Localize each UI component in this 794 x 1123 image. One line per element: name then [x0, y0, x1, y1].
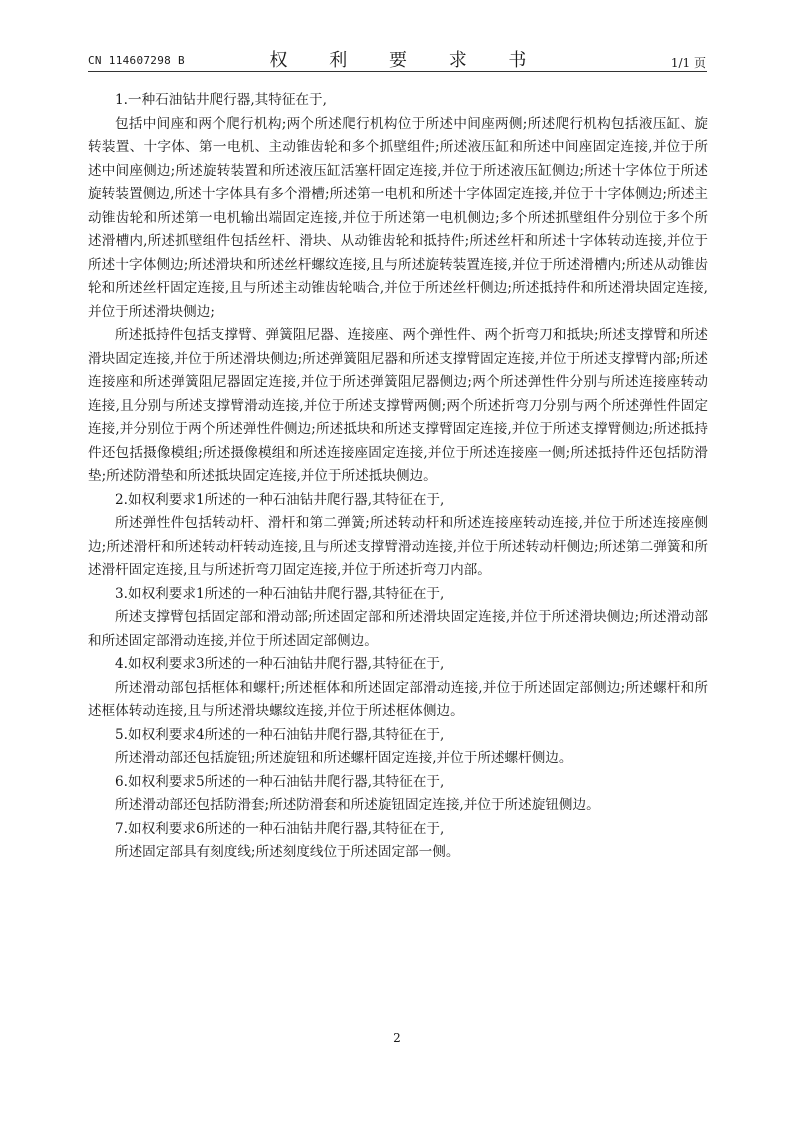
- claim-paragraph: 所述弹性件包括转动杆、滑杆和第二弹簧;所述转动杆和所述连接座转动连接,并位于所述连接座侧边;所述滑杆和所述转动杆转动连接,且与所述支撑臂滑动连接,并位于所述转动杆侧边;所述第二弹簧和所述滑杆固定连接,且与所述折弯刀固定连接,并位于所述折弯刀内部。: [88, 515, 708, 578]
- claim-heading: 3.如权利要求1所述的一种石油钻井爬行器,其特征在于,: [115, 585, 445, 602]
- patent-number: CN 114607298 B: [88, 54, 185, 67]
- claim-paragraph: 所述抵持件包括支撑臂、弹簧阻尼器、连接座、两个弹性件、两个折弯刀和抵块;所述支撑臂和所述滑块固定连接,并位于所述滑块侧边;所述弹簧阻尼器和所述支撑臂固定连接,并位于所述支撑臂内部;所述连接座和所述弹簧阻尼器固定连接,并位于所述弹簧阻尼器侧边;两个所述弹性件分别与所述连接座转动连接,且分别与所述支撑臂滑动连接,并位于所述支撑臂两侧;两个所述折弯刀分别与两个所述弹性件固定连接,并分别位于两个所述弹性件侧边;所述抵块和所述支撑臂固定连接,并位于所述支撑臂侧边;所述抵持件还包括摄像模组;所述摄像模组和所述连接座固定连接,并位于所述连接座一侧;所述抵持件还包括防滑垫;所述防滑垫和所述抵块固定连接,并位于所述抵块侧边。: [88, 327, 708, 484]
- claim-heading: 7.如权利要求6所述的一种石油钻井爬行器,其特征在于,: [115, 820, 445, 837]
- claim-paragraph: 所述滑动部还包括旋钮;所述旋钮和所述螺杆固定连接,并位于所述螺杆侧边。: [115, 750, 573, 766]
- claim-paragraph: 所述固定部具有刻度线;所述刻度线位于所述固定部一侧。: [115, 844, 460, 860]
- claim-heading: 1.一种石油钻井爬行器,其特征在于,: [115, 92, 327, 108]
- claim-heading: 4.如权利要求3所述的一种石油钻井爬行器,其特征在于,: [115, 656, 445, 672]
- claims-body: [88, 89, 708, 865]
- claim-heading: 5.如权利要求4所述的一种石油钻井爬行器,其特征在于,: [115, 726, 445, 743]
- claim-heading: 6.如权利要求5所述的一种石油钻井爬行器,其特征在于,: [115, 773, 445, 790]
- page-title: 权 利 要 求 书: [269, 50, 545, 71]
- claim-paragraph: 包括中间座和两个爬行机构;两个所述爬行机构位于所述中间座两侧;所述爬行机构包括液压缸、旋转装置、十字体、第一电机、主动锥齿轮和多个抓壁组件;所述液压缸和所述中间座固定连接,并位于所述中间座侧边;所述旋转装置和所述液压缸活塞杆固定连接,并位于所述液压缸侧边;所述十字体位于所述旋转装置侧边,所述十字体具有多个滑槽;所述第一电机和所述十字体固定连接,并位于十字体侧边;所述主动锥齿轮和所述第一电机输出端固定连接,并位于所述第一电机侧边;多个所述抓壁组件分别位于多个所述滑槽内,所述抓壁组件包括丝杆、滑块、从动锥齿轮和抵持件;所述丝杆和所述十字体转动连接,并位于所述十字体侧边;所述滑块和所述丝杆螺纹连接,且与所述旋转装置连接,并位于所述滑槽内;所述从动锥齿轮和所述丝杆固定连接,且与所述主动锥齿轮啮合,并位于所述丝杆侧边;所述抵持件和所述滑块固定连接,并位于所述滑块侧边;: [88, 115, 708, 320]
- page-header: [88, 46, 708, 70]
- claim-paragraph: 所述滑动部还包括防滑套;所述防滑套和所述旋钮固定连接,并位于所述旋钮侧边。: [115, 797, 600, 813]
- claim-heading: 2.如权利要求1所述的一种石油钻井爬行器,其特征在于,: [115, 491, 445, 508]
- page-number: 2: [393, 1031, 401, 1045]
- page-indicator: 1/1 页: [670, 56, 706, 70]
- claim-paragraph: 所述支撑臂包括固定部和滑动部;所述固定部和所述滑块固定连接,并位于所述滑块侧边;所述滑动部和所述固定部滑动连接,并位于所述固定部侧边。: [88, 609, 708, 649]
- claim-paragraph: 所述滑动部包括框体和螺杆;所述框体和所述固定部滑动连接,并位于所述固定部侧边;所述螺杆和所述框体转动连接,且与所述滑块螺纹连接,并位于所述框体侧边。: [88, 679, 708, 719]
- header-divider: [88, 71, 707, 72]
